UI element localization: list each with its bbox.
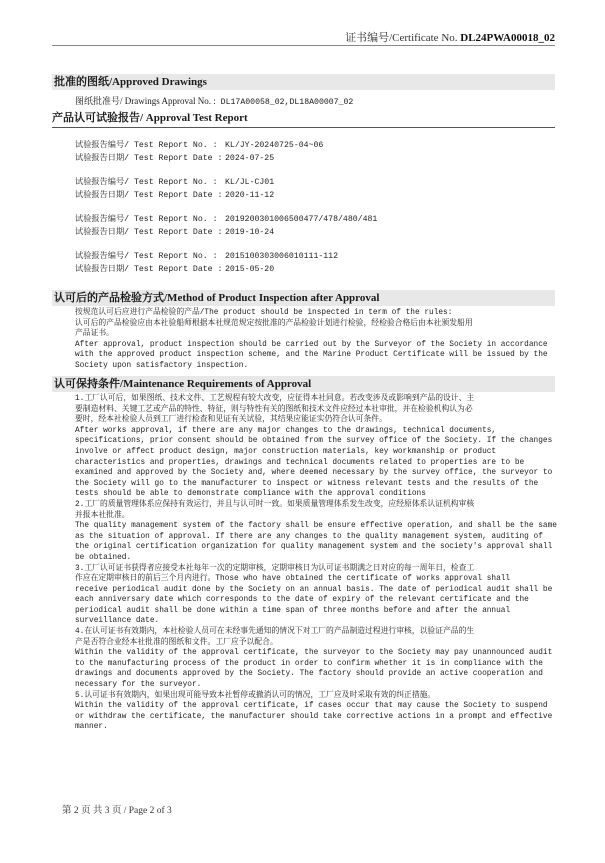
maintenance-line: 5.认可证书有效期内，如果出现可能导致本社暂停或撤消认可的情况，工厂应及时采取有效的纠正措施。 bbox=[75, 691, 436, 700]
maintenance-line: The quality management system of the factory shall be ensure effective operation, and shall be the same bbox=[75, 522, 557, 531]
test-report-no-row bbox=[75, 139, 323, 150]
inspection-line: After approval, product inspection should be carried out by the Surveyor of the Society in accordance bbox=[75, 340, 548, 349]
inspection-line: with the approved product inspection scheme, and the Marine Product Certificate will be issued by the bbox=[75, 351, 548, 360]
test-report-date-row bbox=[75, 226, 274, 237]
maintenance-line: 作应在定期审核日的前后三个月内进行。Those who have obtained the certificate of works approval shall bbox=[75, 575, 511, 584]
test-report-date-label: 试验报告日期/ Test Report Date : bbox=[75, 265, 223, 274]
maintenance-line: 2.工厂的质量管理体系应保持有效运行，并且与认可时一致。如果质量管理体系发生改变，应经原体系认证机构审核 bbox=[75, 500, 475, 509]
maintenance-line: manner. bbox=[75, 723, 108, 732]
maintenance-line: Within the validity of the approval certificate, if cases occur that may cause the Society to suspend bbox=[75, 702, 548, 711]
maintenance-line: examined and approved by the Society and, where deemed necessary by the survey office, the surveyor to bbox=[75, 469, 553, 478]
maintenance-line: 并报本社批准。 bbox=[75, 511, 130, 520]
maintenance-line: 产是否符合业经本社批准的图纸和文件。工厂应予以配合。 bbox=[75, 638, 278, 647]
drawings-approval-row bbox=[75, 94, 353, 107]
maintenance-requirements-heading: 认可保持条件/Maintenance Requirements of Approval bbox=[52, 376, 555, 392]
certificate-number bbox=[345, 29, 555, 45]
test-report-no-label: 试验报告编号/ Test Report No. : bbox=[75, 215, 218, 224]
test-report-date-value: 2024-07-25 bbox=[225, 154, 275, 163]
test-report-date-label: 试验报告日期/ Test Report Date : bbox=[75, 191, 223, 200]
approved-drawings-heading: 批准的图纸/Approved Drawings bbox=[52, 74, 555, 90]
test-report-date-row bbox=[75, 263, 274, 274]
maintenance-line: surveillance date. bbox=[75, 617, 160, 626]
test-report-divider bbox=[52, 127, 555, 128]
maintenance-line: as the situation of approval. If there are any changes to the quality management system, auditing of bbox=[75, 532, 543, 541]
maintenance-line: 1.工厂认可后，如果图纸、技术文件、工艺规程有较大改变，应征得本社同意。若改变涉及或影响到产品的设计、主 bbox=[75, 395, 475, 403]
inspection-line: 认可后的产品检验应由本社验船师根据本社规范规定按批准的产品检验计划进行检验，经检验合格后由本社颁发船用 bbox=[75, 319, 473, 328]
inspection-line: 产品证书。 bbox=[75, 330, 114, 339]
page-number: 第 2 页 共 3 页 / Page 2 of 3 bbox=[62, 806, 172, 816]
maintenance-line: specifications, prior consent should be obtained from the survey office of the Society. If the changes bbox=[75, 437, 553, 446]
test-report-no-value: KL/JY-20240725-04~06 bbox=[225, 141, 324, 150]
test-report-no-value: KL/JL-CJ01 bbox=[225, 178, 275, 187]
maintenance-line: to the manufacturing process of the product in order to confirm whether it is in compliance with the bbox=[75, 659, 543, 668]
maintenance-line: Within the validity of the approval certificate, the surveyor to the Society may pay unannounced audit bbox=[75, 649, 553, 658]
test-report-no-row bbox=[75, 176, 274, 187]
maintenance-line: characteristics and properties, drawings and technical documents related to properties are to be bbox=[75, 458, 525, 467]
drawings-approval-label: 图纸批准号/ Drawings Approval No. : bbox=[75, 96, 216, 106]
test-report-no-label: 试验报告编号/ Test Report No. : bbox=[75, 178, 218, 187]
header-divider bbox=[52, 45, 555, 46]
maintenance-line: the Society will go to the manufacturer to inspect or witness relevant tests and the results of the bbox=[75, 479, 539, 488]
certificate-number-value: DL24PWA00018_02 bbox=[460, 32, 555, 44]
maintenance-line: each anniversary date which corresponds to the date of expiry of the relevant certificate and the bbox=[75, 596, 529, 605]
maintenance-line: 4.在认可证书有效期内，本社检验人员可在未经事先通知的情况下对工厂的产品制造过程进行审核，以验证产品的生 bbox=[75, 628, 475, 637]
maintenance-line: 3.工厂认可证书获得者应接受本社每年一次的定期审核，定期审核日为认可证书期满之日对应的每一周年日，检查工 bbox=[75, 564, 475, 573]
maintenance-requirements-text bbox=[75, 394, 557, 733]
maintenance-line: be obtained. bbox=[75, 553, 132, 562]
test-report-date-value: 2019-10-24 bbox=[225, 228, 275, 237]
maintenance-line: or withdraw the certificate, the manufacturer should take corrective actions in a prompt and effective bbox=[75, 712, 553, 721]
maintenance-line: the original certification organization for quality management system and the society's approval shall bbox=[75, 543, 553, 552]
inspection-line: Society upon satisfactory inspection. bbox=[75, 361, 249, 370]
inspection-method-text bbox=[75, 308, 550, 372]
test-report-no-label: 试验报告编号/ Test Report No. : bbox=[75, 141, 218, 150]
maintenance-line: receive periodical audit done by the Society on an annual basis. The date of periodical audit shall be bbox=[75, 585, 553, 594]
maintenance-line: tests should be able to demonstrate compliance with the approval conditions bbox=[75, 490, 426, 499]
test-report-no-label: 试验报告编号/ Test Report No. : bbox=[75, 252, 218, 261]
test-report-date-row bbox=[75, 189, 274, 200]
maintenance-line: After works approval, if there are any major changes to the drawings, technical documents, bbox=[75, 426, 497, 435]
test-report-date-value: 2020-11-12 bbox=[225, 191, 275, 200]
test-report-date-label: 试验报告日期/ Test Report Date : bbox=[75, 228, 223, 237]
test-report-no-value: 2015100303006010111-112 bbox=[225, 252, 339, 261]
test-report-no-row bbox=[75, 250, 338, 261]
maintenance-line: involve or affect product design, major construction materials, key workmanship or product bbox=[75, 447, 497, 456]
maintenance-line: 要时，经本社检验人员到工厂进行检查和见证有关试验，其结果应能证实仍符合认可条件。 bbox=[75, 416, 387, 425]
test-report-date-row bbox=[75, 152, 274, 163]
approval-test-report-heading: 产品认可试验报告/ Approval Test Report bbox=[52, 112, 248, 124]
maintenance-line: drawings and documents approved by the Society. The factory should provide an active cooperation and bbox=[75, 670, 543, 679]
test-report-date-label: 试验报告日期/ Test Report Date : bbox=[75, 154, 223, 163]
test-report-date-value: 2015-05-20 bbox=[225, 265, 275, 274]
test-report-no-row bbox=[75, 213, 377, 224]
maintenance-line: necessary for the surveyor. bbox=[75, 681, 202, 690]
inspection-line: 按规范认可后应进行产品检验的产品/The product should be inspected in term of the rules: bbox=[75, 309, 453, 317]
maintenance-line: periodical audit shall be done within a time span of three months before and after the annual bbox=[75, 606, 511, 615]
drawings-approval-value: DL17A00058_02,DL18A00007_02 bbox=[220, 98, 354, 107]
test-report-no-value: 2019200301006500477/478/480/481 bbox=[225, 215, 378, 224]
certificate-number-label: 证书编号/Certificate No. bbox=[345, 32, 458, 44]
inspection-method-heading: 认可后的产品检验方式/Method of Product Inspection after Approval bbox=[52, 290, 555, 306]
maintenance-line: 要制造材料、关键工艺或产品的特性、特征，则与特性有关的图纸和技术文件应经过本社审批，并在检验机构认为必 bbox=[75, 405, 473, 414]
